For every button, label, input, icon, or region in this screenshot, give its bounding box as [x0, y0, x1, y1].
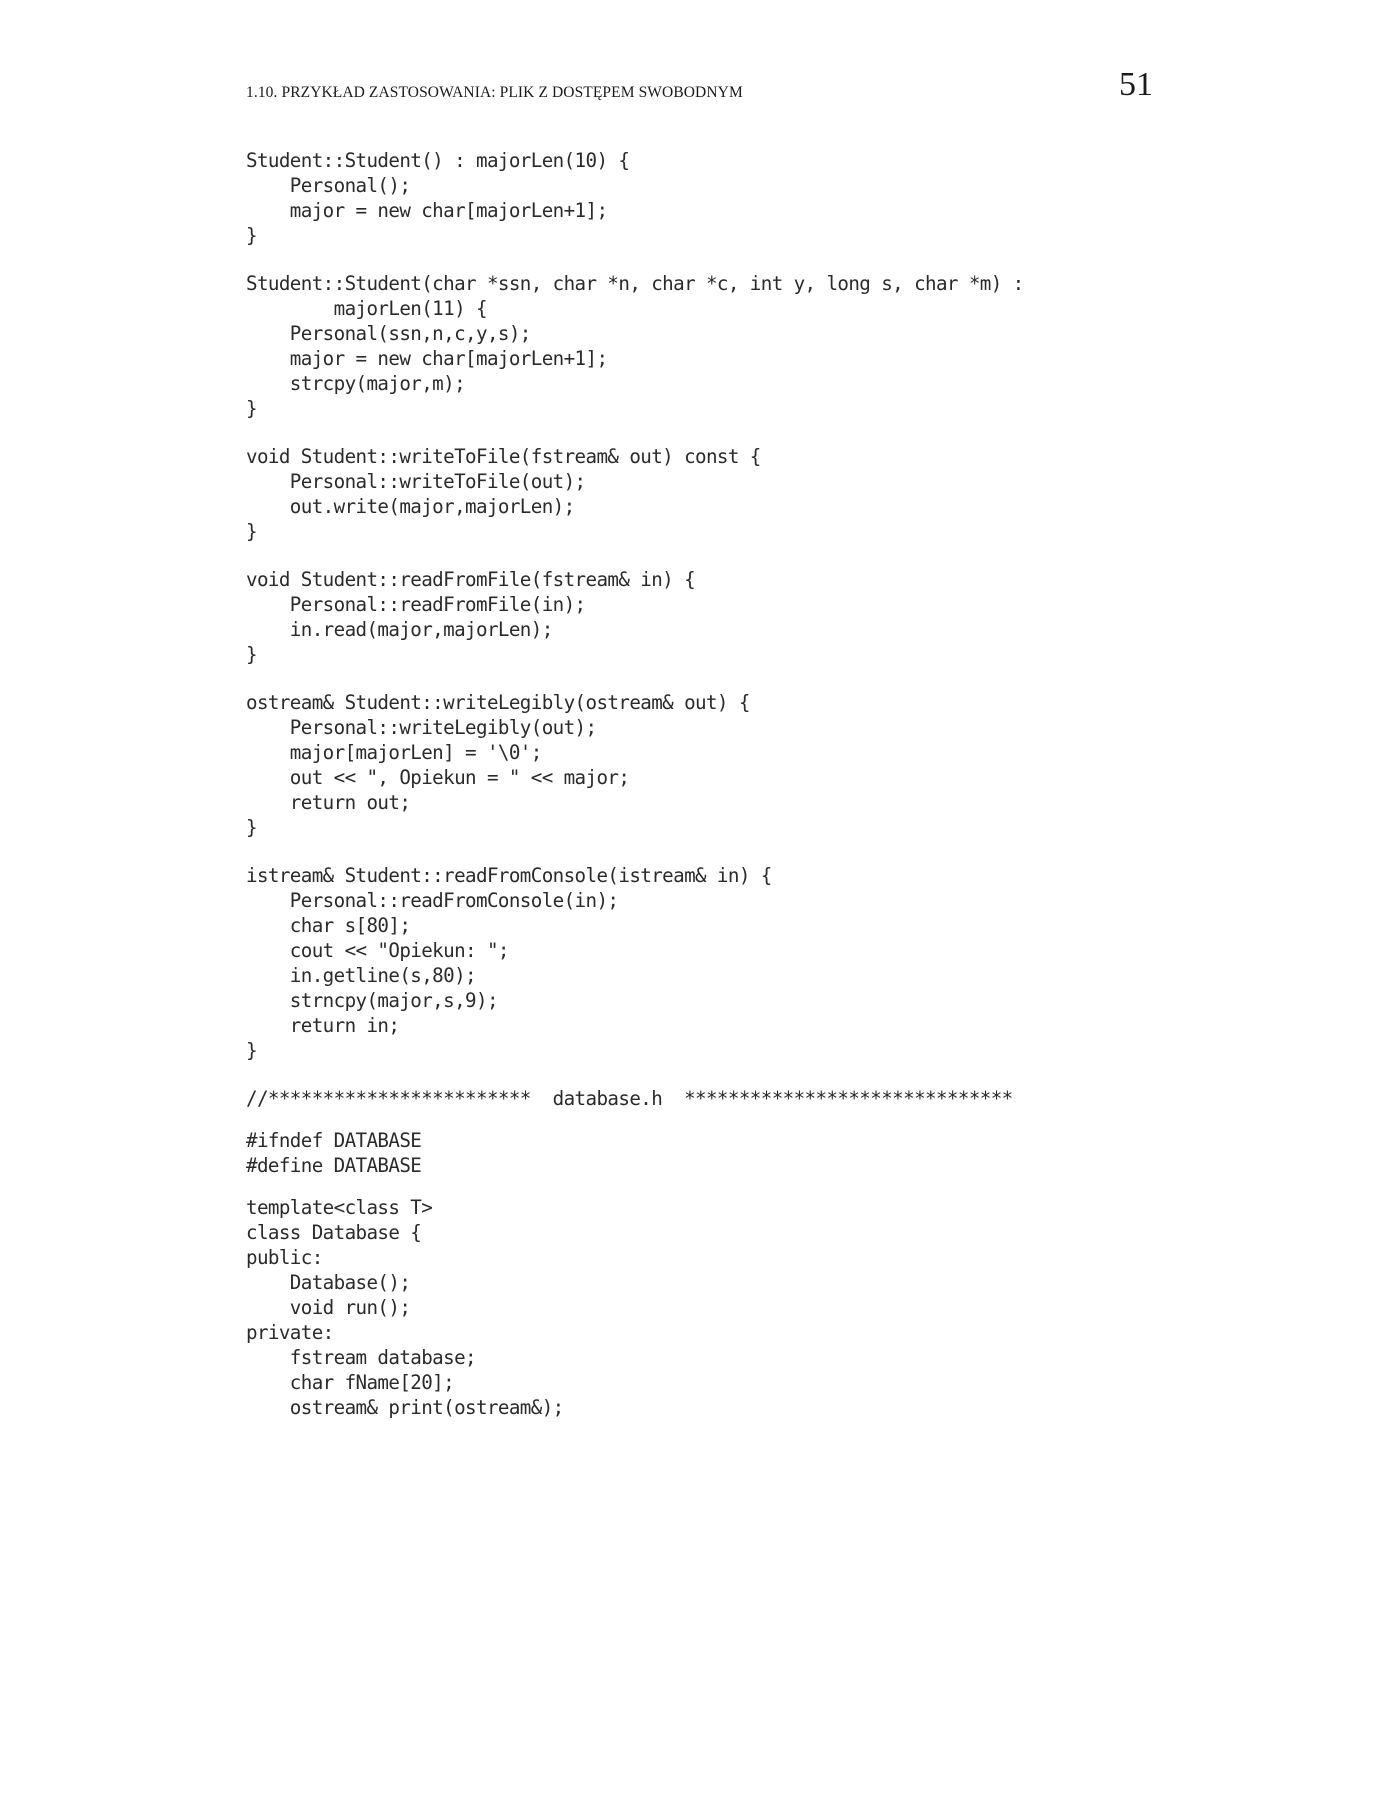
- code-line: out << ", Opiekun = " << major;: [246, 766, 630, 789]
- code-line: }: [246, 816, 257, 839]
- code-line: Student::Student(char *ssn, char *n, char *c, int y, long s, char *m) :: [246, 272, 1024, 295]
- code-line: Database();: [246, 1271, 411, 1294]
- code-line: }: [246, 224, 257, 247]
- code-line: private:: [246, 1321, 334, 1344]
- code-line: [246, 421, 1024, 444]
- code-line: return in;: [246, 1014, 400, 1037]
- code-line: major = new char[majorLen+1];: [246, 347, 608, 370]
- code-line: strncpy(major,s,9);: [246, 989, 498, 1012]
- code-line: void Student::readFromFile(fstream& in) {: [246, 568, 696, 591]
- code-line: }: [246, 520, 257, 543]
- code-line: [246, 840, 1024, 863]
- code-line: Personal::writeToFile(out);: [246, 470, 586, 493]
- code-line: #define DATABASE: [246, 1154, 422, 1177]
- code-line: strcpy(major,m);: [246, 372, 466, 395]
- code-line: //************************ database.h ******************************: [246, 1087, 1013, 1110]
- code-line: fstream database;: [246, 1346, 476, 1369]
- code-line: [246, 1111, 1024, 1128]
- code-line: void run();: [246, 1296, 411, 1319]
- code-line: }: [246, 643, 257, 666]
- code-line: [246, 1178, 1024, 1195]
- code-line: in.read(major,majorLen);: [246, 618, 553, 641]
- running-head: 1.10. PRZYKŁAD ZASTOSOWANIA: PLIK Z DOSTĘPEM SWOBODNYM: [246, 84, 743, 101]
- code-line: Student::Student() : majorLen(10) {: [246, 149, 630, 172]
- code-line: char s[80];: [246, 914, 411, 937]
- code-line: class Database {: [246, 1221, 422, 1244]
- code-line: major[majorLen] = '\0';: [246, 741, 542, 764]
- code-line: char fName[20];: [246, 1371, 455, 1394]
- code-line: [246, 248, 1024, 271]
- code-line: Personal::readFromFile(in);: [246, 593, 586, 616]
- code-line: [246, 1063, 1024, 1086]
- code-line: template<class T>: [246, 1196, 433, 1219]
- code-line: out.write(major,majorLen);: [246, 495, 575, 518]
- code-line: cout << "Opiekun: ";: [246, 939, 509, 962]
- code-line: void Student::writeToFile(fstream& out) const {: [246, 445, 761, 468]
- code-listing: [246, 148, 1024, 1420]
- code-line: Personal::readFromConsole(in);: [246, 889, 619, 912]
- code-line: majorLen(11) {: [246, 297, 487, 320]
- code-line: #ifndef DATABASE: [246, 1129, 422, 1152]
- page-number: 51: [1119, 66, 1153, 103]
- code-line: [246, 544, 1024, 567]
- code-line: ostream& print(ostream&);: [246, 1396, 564, 1419]
- code-line: major = new char[majorLen+1];: [246, 199, 608, 222]
- code-line: public:: [246, 1246, 323, 1269]
- code-line: ostream& Student::writeLegibly(ostream& out) {: [246, 691, 750, 714]
- code-line: Personal();: [246, 174, 411, 197]
- code-line: }: [246, 397, 257, 420]
- code-line: }: [246, 1039, 257, 1062]
- code-line: [246, 667, 1024, 690]
- code-line: istream& Student::readFromConsole(istream& in) {: [246, 864, 772, 887]
- code-line: return out;: [246, 791, 411, 814]
- code-line: Personal::writeLegibly(out);: [246, 716, 597, 739]
- code-line: in.getline(s,80);: [246, 964, 476, 987]
- code-line: Personal(ssn,n,c,y,s);: [246, 322, 531, 345]
